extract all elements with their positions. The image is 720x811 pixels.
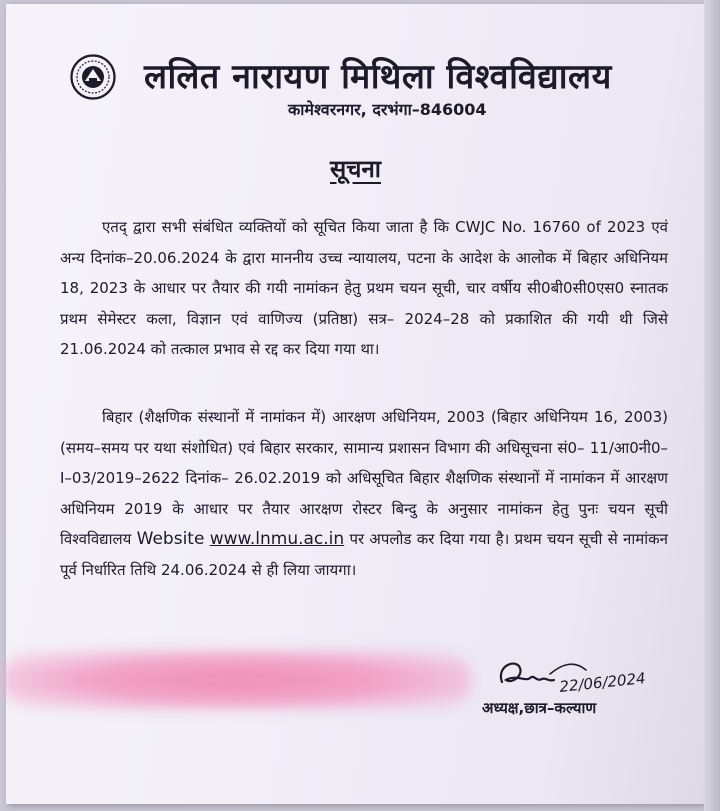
letterhead — [70, 52, 670, 122]
redacted-area — [2, 650, 472, 710]
paragraph-2-text: बिहार (शैक्षणिक संस्थानों में नामांकन में) आरक्षण अधिनियम, 2003 (बिहार अधिनियम 16, 2003) (समय–समय पर यथा संशोधित) एवं बिहार सरकार, सामान्य प्रशासन विभाग की अधिसूचना सं0– 11/आ0नी0–I–03/2019–2622 दिनांक– 26.02.2019 को अधिसूचित बिहार शैक्षणिक संस्थानों में नामांकन में आरक्षण अधिनियम 2019 के आधार पर तैयार आरक्षण रोस्टर बिन्दु के अनुसार नामांकन हेतु पुनः चयन सूची विश्वविद्यालय — [60, 408, 668, 548]
notice-paragraph-1: एतद् द्वारा सभी संबंधित व्यक्तियों को सूचित किया जाता है कि CWJC No. 16760 of 2023 एवं अन्य दिनांक–20.06.2024 के द्वारा माननीय उच्च न्यायालय, पटना के आदेश के आलोक में बिहार अधिनियम 18, 2023 के आधार पर तैयार की गयी नामांकन हेतु प्रथम चयन सूची, चार वर्षीय सी0बी0सी0एस0 स्नातक प्रथम सेमेस्टर कला, विज्ञान एवं वाणिज्य (प्रतिष्ठा) सत्र– 2024–28 को प्रकाशित की गयी थी जिसे 21.06.2024 को तत्काल प्रभाव से रद्द कर दिया गया था। — [60, 218, 668, 358]
website-link[interactable]: www.lnmu.ac.in — [209, 529, 345, 549]
notice-paragraph-2 — [60, 402, 668, 585]
university-name: ललित नारायण मिथिला विश्वविद्यालय — [144, 57, 612, 97]
university-address: कामेश्वरनगर, दरभंगा–846004 — [288, 100, 487, 119]
paragraph-2-text-end: पर अपलोड कर दिया गया है। प्रथम चयन सूची से नामांकन पूर्व निर्धारित तिथि 24.06.2024 से ही लिया जायगा। — [60, 530, 668, 579]
signatory-designation: अध्यक्ष,छात्र–कल्याण — [482, 699, 597, 717]
university-seal-icon — [70, 54, 116, 100]
page-edge-shadow — [704, 0, 720, 811]
notice-title: सूचना — [330, 155, 381, 183]
signature-icon — [490, 652, 670, 700]
handwritten-date: 22/06/2024 — [558, 669, 647, 696]
website-label: Website — [136, 529, 205, 549]
